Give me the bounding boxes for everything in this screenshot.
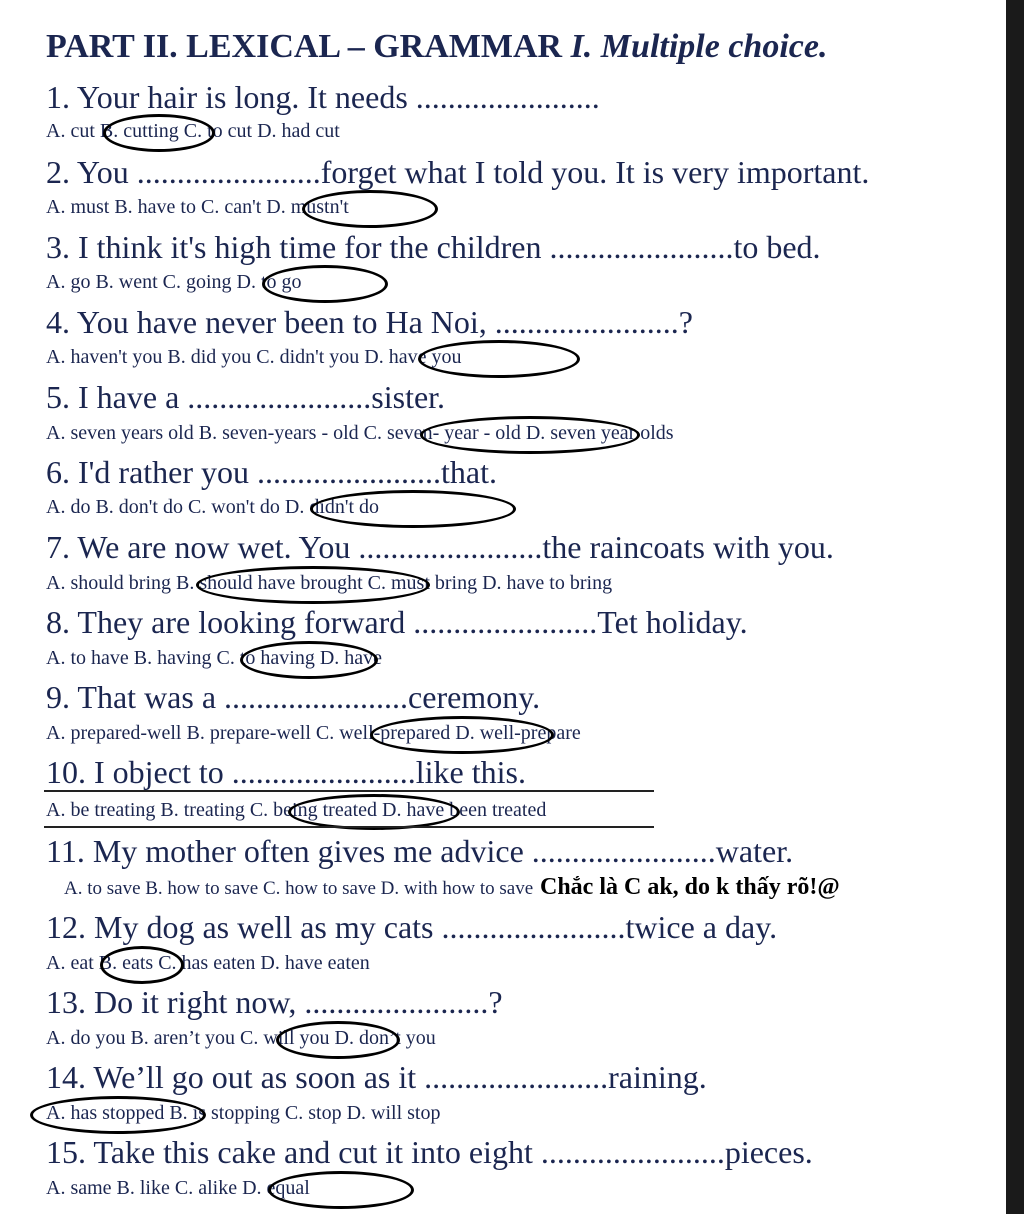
question-options: A. should bring B. should have brought C. must bring D. have to bring	[46, 572, 613, 594]
divider-line	[44, 826, 654, 828]
section-title-main: PART II. LEXICAL – GRAMMAR	[46, 28, 571, 65]
handwritten-note: Chắc là C ak, do k thấy rõ!@	[540, 874, 840, 900]
question-stem: 11. My mother often gives me advice .......................water.	[46, 833, 794, 869]
question-options: A. seven years old B. seven-years - old C. seven- year - old D. seven year olds	[46, 422, 674, 444]
question-options: A. to have B. having C. to having D. have	[46, 647, 383, 669]
question-stem: 3. I think it's high time for the children .......................to bed.	[46, 229, 821, 265]
question-options: A. be treating B. treating C. being treated D. have been treated	[46, 799, 547, 821]
question-stem: 8. They are looking forward .......................Tet holiday.	[46, 604, 748, 640]
question-stem: 10. I object to .......................like this.	[46, 754, 526, 790]
section-title	[46, 28, 946, 66]
question-options: A. cut B. cutting C. to cut D. had cut	[46, 120, 340, 142]
question-stem: 12. My dog as well as my cats .......................twice a day.	[46, 909, 778, 945]
question-options: A. haven't you B. did you C. didn't you D. have you	[46, 346, 462, 368]
question-stem: 6. I'd rather you .......................that.	[46, 454, 498, 490]
question-stem: 13. Do it right now, .......................?	[46, 984, 503, 1020]
question-stem: 7. We are now wet. You .......................the raincoats with you.	[46, 529, 834, 565]
window-edge	[1006, 0, 1024, 1214]
question-options: A. has stopped B. is stopping C. stop D. will stop	[46, 1102, 441, 1124]
divider-line	[44, 790, 654, 792]
question-options: A. must B. have to C. can't D. mustn't	[46, 196, 349, 218]
question-options: A. to save B. how to save C. how to save D. with how to save	[64, 878, 534, 899]
question-options: A. go B. went C. going D. to go	[46, 271, 302, 293]
question-options: A. do you B. aren’t you C. will you D. don’t you	[46, 1027, 436, 1049]
question-stem: 9. That was a .......................ceremony.	[46, 679, 541, 715]
section-title-sub: I. Multiple choice.	[570, 28, 828, 65]
question-options: A. eat B. eats C. has eaten D. have eaten	[46, 952, 370, 974]
question-stem: 2. You .......................forget what I told you. It is very important.	[46, 154, 870, 190]
question-stem: 4. You have never been to Ha Noi, .......................?	[46, 304, 693, 340]
question-stem: 15. Take this cake and cut it into eight .......................pieces.	[46, 1134, 813, 1170]
question-options: A. prepared-well B. prepare-well C. well-prepared D. well-prepare	[46, 722, 581, 744]
question-stem: 1. Your hair is long. It needs .......................	[46, 79, 600, 115]
question-options: A. do B. don't do C. won't do D. didn't do	[46, 496, 380, 518]
question-stem: 5. I have a .......................sister.	[46, 379, 446, 415]
question-options: A. same B. like C. alike D. equal	[46, 1177, 310, 1199]
question-stem: 14. We’ll go out as soon as it .......................raining.	[46, 1059, 707, 1095]
